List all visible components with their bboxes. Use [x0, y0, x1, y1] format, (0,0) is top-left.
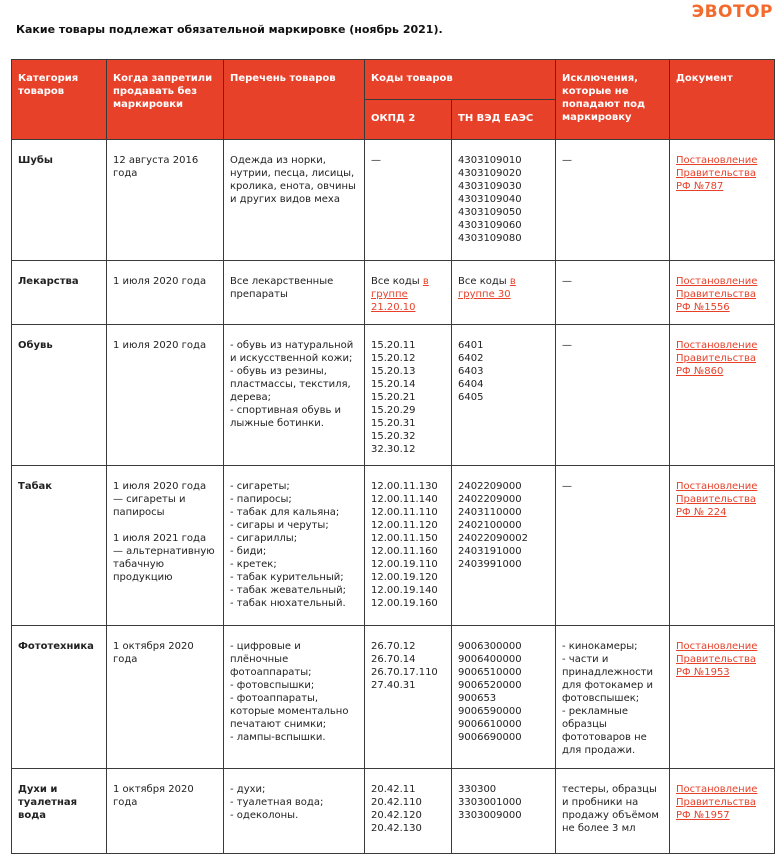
category-cell: Духи и туалетная вода — [12, 769, 107, 854]
header-codes: Коды товаров — [365, 60, 556, 100]
code-item: 330300 — [458, 784, 497, 795]
code-item: 20.42.110 — [371, 797, 422, 808]
code-item: 26.70.17.110 — [371, 667, 438, 678]
goods-cell: - сигареты; - папиросы; - табак для кальяна; - сигары и черуты; - сигариллы; - биди; - кретек; - табак курительный; - табак жевательный; - табак нюхательный. — [224, 466, 365, 626]
tnved-group-link[interactable]: в группе 30 — [458, 276, 516, 300]
code-item: 4303109020 — [458, 168, 522, 179]
code-item: 20.42.120 — [371, 810, 422, 821]
document-link[interactable]: Постановление Правительства РФ №860 — [670, 325, 775, 466]
header-tnved: ТН ВЭД ЕАЭС — [452, 100, 556, 140]
code-item: 15.20.29 — [371, 405, 416, 416]
code-item: 15.20.32 — [371, 431, 416, 442]
code-item: 2402209000 — [458, 481, 522, 492]
code-item: 15.20.21 — [371, 392, 416, 403]
category-cell: Фототехника — [12, 626, 107, 769]
header-banned-since: Когда запретили продавать без маркировки — [107, 60, 224, 140]
category-cell: Шубы — [12, 140, 107, 261]
date-cell: 1 октября 2020 года — [107, 626, 224, 769]
code-item: 12.00.19.140 — [371, 585, 438, 596]
code-item: 9006300000 — [458, 641, 522, 652]
code-item: 15.20.12 — [371, 353, 416, 364]
header-goods-list: Перечень товаров — [224, 60, 365, 140]
code-item: 9006690000 — [458, 732, 522, 743]
document-link[interactable]: Постановление Правительства РФ №1556 — [670, 261, 775, 325]
date-cell — [107, 466, 224, 626]
header-category: Категория товаров — [12, 60, 107, 140]
code-item: 12.00.19.160 — [371, 598, 438, 609]
code-item: 26.70.14 — [371, 654, 416, 665]
code-item: 9006400000 — [458, 654, 522, 665]
code-item: 9006510000 — [458, 667, 522, 678]
code-item: 12.00.19.120 — [371, 572, 438, 583]
category-cell: Обувь — [12, 325, 107, 466]
marking-table — [11, 59, 775, 854]
okpd-cell — [365, 466, 452, 626]
code-item: 26.70.12 — [371, 641, 416, 652]
okpd-group-link[interactable]: в группе 21.20.10 — [371, 276, 429, 313]
header-document: Документ — [670, 60, 775, 140]
exceptions-cell: — — [556, 325, 670, 466]
table-row — [12, 140, 775, 261]
code-item: 12.00.11.140 — [371, 494, 438, 505]
code-item: 6405 — [458, 392, 484, 403]
okpd-cell — [365, 325, 452, 466]
code-item: 27.40.31 — [371, 680, 416, 691]
tnved-cell — [452, 466, 556, 626]
date-cell: 12 августа 2016 года — [107, 140, 224, 261]
code-item: 6404 — [458, 379, 484, 390]
okpd-cell — [365, 769, 452, 854]
code-item: 900653 — [458, 693, 497, 704]
code-item: 20.42.130 — [371, 823, 422, 834]
exceptions-cell: — — [556, 261, 670, 325]
code-item: 20.42.11 — [371, 784, 416, 795]
code-item: 9006590000 — [458, 706, 522, 717]
exceptions-cell: — — [556, 466, 670, 626]
code-item: 12.00.11.150 — [371, 533, 438, 544]
code-item: 12.00.11.110 — [371, 507, 438, 518]
date-cell: 1 июля 2020 года — [107, 325, 224, 466]
code-item: 2403110000 — [458, 507, 522, 518]
code-item: 9006520000 — [458, 680, 522, 691]
header-exceptions: Исключения, которые не попадают под маркировку — [556, 60, 670, 140]
code-item: 4303109030 — [458, 181, 522, 192]
code-item: 4303109060 — [458, 220, 522, 231]
category-cell: Лекарства — [12, 261, 107, 325]
code-item: 2402100000 — [458, 520, 522, 531]
code-item: 15.20.11 — [371, 340, 416, 351]
date-alternative: 1 июля 2021 года — альтернативную табачную продукцию — [113, 533, 215, 583]
goods-cell: - обувь из натуральной и искусственной кожи; - обувь из резины, пластмассы, текстиля, дерева; - спортивная обувь и лыжные ботинки. — [224, 325, 365, 466]
okpd-cell — [365, 626, 452, 769]
code-item: 12.00.11.160 — [371, 546, 438, 557]
evotor-logo: ЭВОТОР — [691, 2, 773, 22]
code-item: 4303109010 — [458, 155, 522, 166]
page-title: Какие товары подлежат обязательной маркировке (ноябрь 2021). — [16, 23, 443, 36]
date-cell: 1 октября 2020 года — [107, 769, 224, 854]
goods-cell: Все лекарственные препараты — [224, 261, 365, 325]
code-item: 3303009000 — [458, 810, 522, 821]
code-item: 6402 — [458, 353, 484, 364]
goods-cell: - цифровые и плёночные фотоаппараты; - фотовспышки; - фотоаппараты, которые моментально печатают снимки; - лампы-вспышки. — [224, 626, 365, 769]
table-row — [12, 325, 775, 466]
tnved-cell — [452, 769, 556, 854]
table-row — [12, 626, 775, 769]
tnved-cell — [452, 261, 556, 325]
goods-cell: - духи; - туалетная вода; - одеколоны. — [224, 769, 365, 854]
exceptions-cell: — — [556, 140, 670, 261]
document-link[interactable]: Постановление Правительства РФ № 224 — [670, 466, 775, 626]
okpd-cell: — — [365, 140, 452, 261]
document-link[interactable]: Постановление Правительства РФ №787 — [670, 140, 775, 261]
code-item: 2402209000 — [458, 494, 522, 505]
tnved-cell — [452, 626, 556, 769]
document-link[interactable]: Постановление Правительства РФ №1957 — [670, 769, 775, 854]
exceptions-cell: - кинокамеры; - части и принадлежности для фотокамер и фотовспышек; - рекламные образцы фототоваров не для продажи. — [556, 626, 670, 769]
code-item: 3303001000 — [458, 797, 522, 808]
okpd-cell — [365, 261, 452, 325]
header-okpd: ОКПД 2 — [365, 100, 452, 140]
goods-cell: Одежда из норки, нутрии, песца, лисицы, кролика, енота, овчины и других видов меха — [224, 140, 365, 261]
code-item: 4303109080 — [458, 233, 522, 244]
code-item: 9006610000 — [458, 719, 522, 730]
code-item: 6403 — [458, 366, 484, 377]
code-item: 24022090002 — [458, 533, 528, 544]
code-item: 15.20.14 — [371, 379, 416, 390]
date-cigarettes: 1 июля 2020 года — сигареты и папиросы — [113, 481, 207, 518]
table-row — [12, 466, 775, 626]
code-item: 15.20.31 — [371, 418, 416, 429]
code-item: 12.00.11.130 — [371, 481, 438, 492]
code-item: 32.30.12 — [371, 444, 416, 455]
document-link[interactable]: Постановление Правительства РФ №1953 — [670, 626, 775, 769]
category-cell: Табак — [12, 466, 107, 626]
code-item: 2403191000 — [458, 546, 522, 557]
code-item: 4303109050 — [458, 207, 522, 218]
date-cell: 1 июля 2020 года — [107, 261, 224, 325]
tnved-cell — [452, 140, 556, 261]
code-item: 6401 — [458, 340, 484, 351]
tnved-cell — [452, 325, 556, 466]
tnved-prefix: Все коды — [458, 276, 510, 287]
exceptions-cell: тестеры, образцы и пробники на продажу объёмом не более 3 мл — [556, 769, 670, 854]
code-item: 12.00.19.110 — [371, 559, 438, 570]
table-row — [12, 261, 775, 325]
table-row — [12, 769, 775, 854]
code-item: 4303109040 — [458, 194, 522, 205]
code-item: 12.00.11.120 — [371, 520, 438, 531]
okpd-prefix: Все коды — [371, 276, 423, 287]
code-item: 15.20.13 — [371, 366, 416, 377]
code-item: 2403991000 — [458, 559, 522, 570]
